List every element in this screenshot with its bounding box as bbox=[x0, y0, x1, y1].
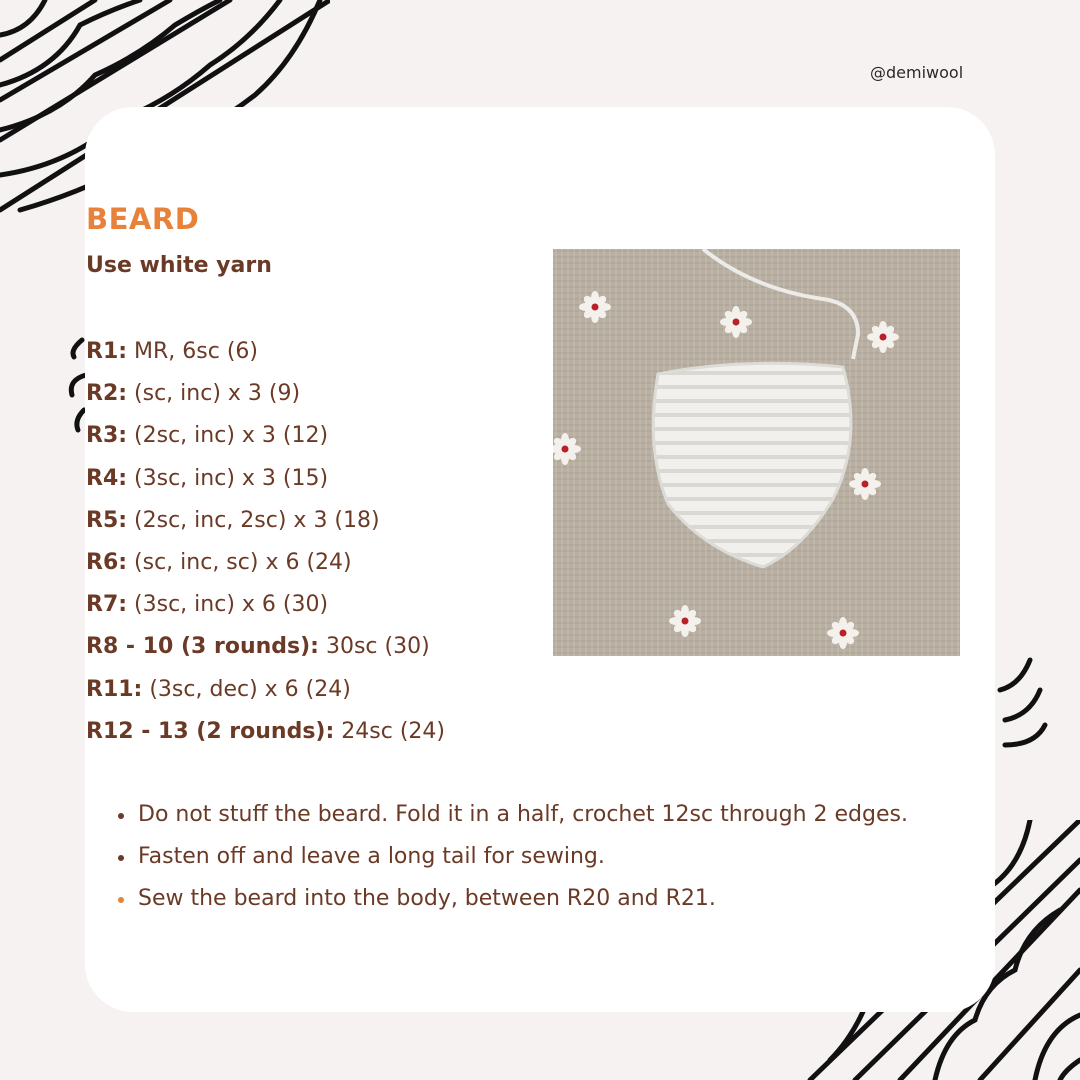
round-text: (2sc, inc, 2sc) x 3 (18) bbox=[127, 507, 380, 533]
round-item bbox=[86, 506, 445, 548]
round-text: (3sc, dec) x 6 (24) bbox=[142, 676, 351, 702]
round-label: R3: bbox=[86, 423, 128, 449]
round-label: R5: bbox=[86, 507, 128, 533]
notes-list bbox=[118, 800, 908, 926]
round-item bbox=[86, 548, 445, 590]
round-label: R4: bbox=[86, 465, 128, 491]
round-label: R11: bbox=[86, 676, 143, 702]
round-label: R7: bbox=[86, 592, 128, 618]
round-item bbox=[86, 717, 445, 759]
round-label: R2: bbox=[86, 381, 128, 407]
section-subtitle: Use white yarn bbox=[86, 253, 272, 278]
round-text: 30sc (30) bbox=[318, 634, 430, 660]
round-item bbox=[86, 590, 445, 632]
round-text: (sc, inc) x 3 (9) bbox=[127, 381, 301, 407]
note-item: Sew the beard into the body, between R20 and R21. bbox=[118, 884, 908, 926]
round-label: R8 - 10 (3 rounds): bbox=[86, 634, 319, 660]
round-label: R12 - 13 (2 rounds): bbox=[86, 718, 335, 744]
round-text: (sc, inc, sc) x 6 (24) bbox=[127, 549, 352, 575]
round-text: 24sc (24) bbox=[334, 718, 445, 744]
round-text: (3sc, inc) x 3 (15) bbox=[127, 465, 329, 491]
round-label: R1: bbox=[86, 339, 128, 364]
author-handle: @demiwool bbox=[870, 63, 964, 82]
round-text: (3sc, inc) x 6 (30) bbox=[127, 592, 329, 618]
round-item bbox=[86, 379, 445, 421]
round-item bbox=[86, 421, 445, 463]
round-item bbox=[86, 337, 445, 379]
section-title: BEARD bbox=[86, 202, 200, 236]
note-item: Fasten off and leave a long tail for sewing. bbox=[118, 842, 908, 884]
round-text: (2sc, inc) x 3 (12) bbox=[127, 423, 329, 449]
spider-web-right-edge-icon bbox=[990, 655, 1050, 755]
beard-photo bbox=[553, 249, 960, 656]
round-text: MR, 6sc (6) bbox=[127, 339, 259, 364]
round-item bbox=[86, 464, 445, 506]
round-item bbox=[86, 675, 445, 717]
round-item bbox=[86, 632, 445, 674]
round-label: R6: bbox=[86, 549, 128, 575]
note-item: Do not stuff the beard. Fold it in a half, crochet 12sc through 2 edges. bbox=[118, 800, 908, 842]
rounds-list bbox=[86, 337, 445, 759]
